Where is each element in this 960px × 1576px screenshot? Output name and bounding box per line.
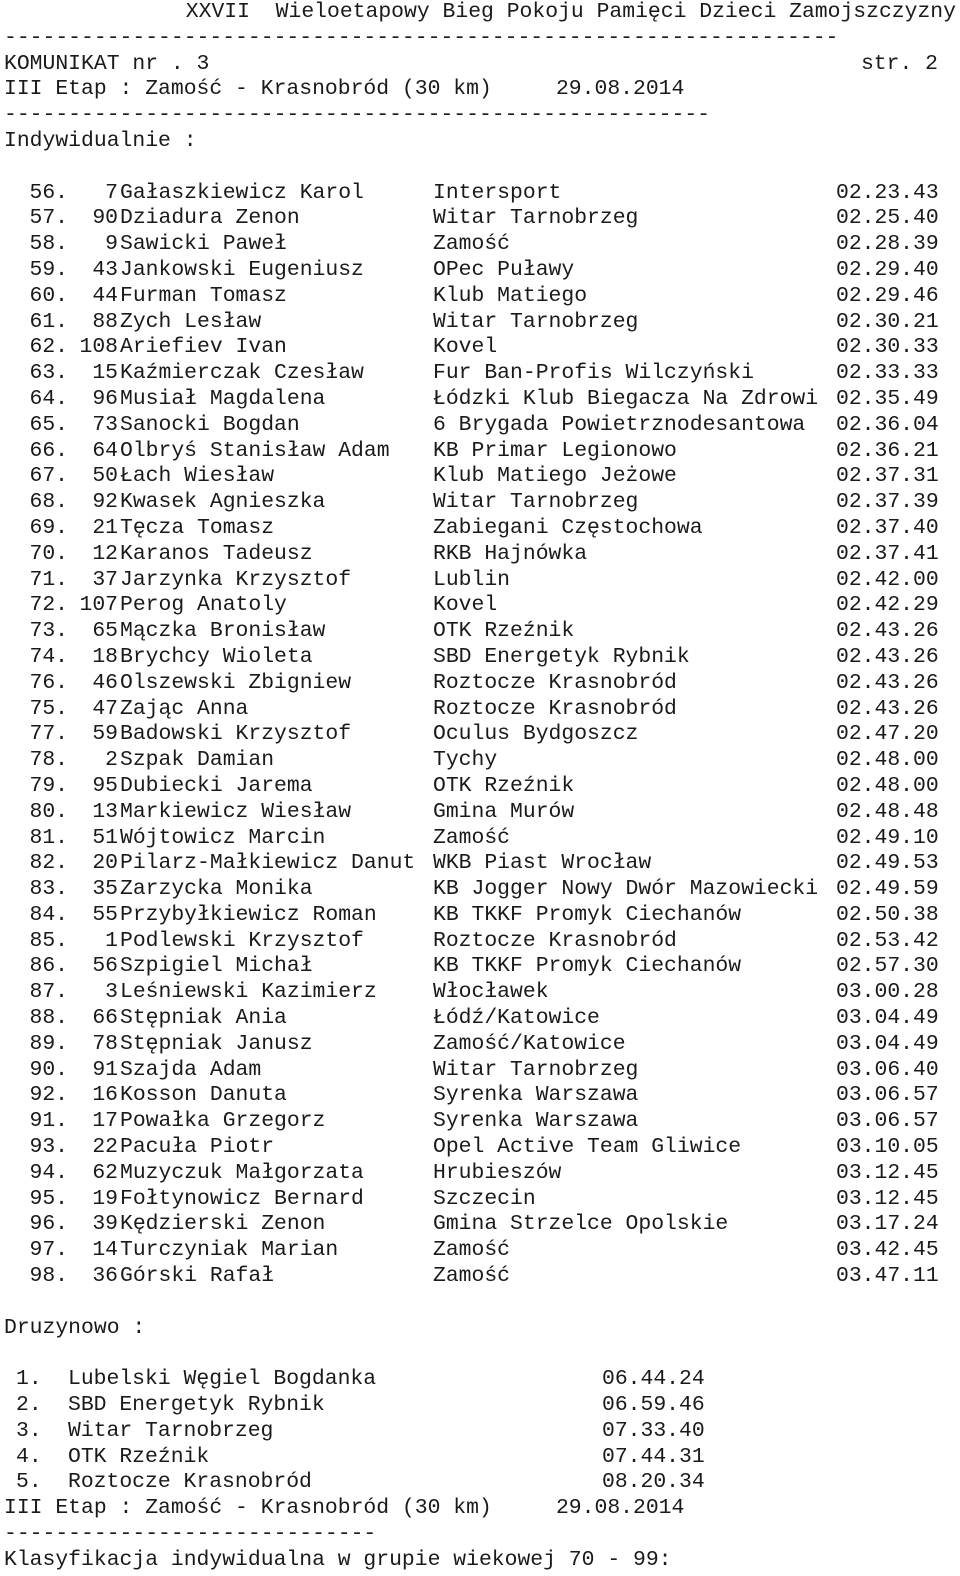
result-bib-number: 37 xyxy=(92,567,118,592)
result-time: 02.49.10 xyxy=(836,825,939,850)
result-time: 02.30.33 xyxy=(836,335,939,360)
result-club: Kovel xyxy=(433,335,498,360)
result-place: 95. xyxy=(29,1186,68,1211)
result-place: 81. xyxy=(29,825,68,850)
result-club: OPec Puławy xyxy=(433,257,575,282)
result-time: 03.00.28 xyxy=(836,980,939,1005)
individual-heading: Indywidualnie : xyxy=(4,128,197,153)
result-runner-name: Stępniak Janusz xyxy=(120,1031,313,1056)
result-place: 86. xyxy=(29,954,68,979)
result-bib-number: 78 xyxy=(92,1031,118,1056)
result-time: 02.42.29 xyxy=(836,593,939,618)
result-runner-name: Podlewski Krzysztof xyxy=(120,928,364,953)
result-place: 94. xyxy=(29,1160,68,1185)
result-runner-name: Dubiecki Jarema xyxy=(120,773,313,798)
result-place: 78. xyxy=(29,748,68,773)
result-row xyxy=(4,1238,956,1264)
result-row xyxy=(4,929,956,955)
result-row xyxy=(4,1006,956,1032)
result-time: 02.48.48 xyxy=(836,799,939,824)
result-row xyxy=(4,774,956,800)
result-club: KB TKKF Promyk Ciechanów xyxy=(433,954,742,979)
team-row xyxy=(4,1393,956,1419)
team-place: 1. xyxy=(16,1367,42,1392)
result-time: 02.47.20 xyxy=(836,722,939,747)
result-club: Łódzki Klub Biegacza Na Zdrowi xyxy=(433,386,819,411)
result-runner-name: Kwasek Agnieszka xyxy=(120,490,326,515)
result-time: 03.12.45 xyxy=(836,1186,939,1211)
result-row xyxy=(4,748,956,774)
result-row xyxy=(4,310,956,336)
stage-info: III Etap : Zamość - Krasnobród (30 km) 29.08.2014 xyxy=(4,77,685,102)
result-place: 76. xyxy=(29,670,68,695)
result-place: 98. xyxy=(29,1264,68,1289)
blank-line xyxy=(4,155,956,181)
result-runner-name: Badowski Krzysztof xyxy=(120,722,352,747)
result-row xyxy=(4,542,956,568)
result-runner-name: Przybyłkiewicz Roman xyxy=(120,902,377,927)
result-row xyxy=(4,1212,956,1238)
result-time: 03.06.57 xyxy=(836,1083,939,1108)
result-bib-number: 92 xyxy=(92,490,118,515)
result-row xyxy=(4,800,956,826)
team-name: OTK Rzeźnik xyxy=(68,1444,210,1469)
result-club: Zamość xyxy=(433,1238,511,1263)
result-row xyxy=(4,954,956,980)
result-row xyxy=(4,1032,956,1058)
result-runner-name: Sanocki Bogdan xyxy=(120,412,300,437)
separator-line: ----------------------------- xyxy=(4,1522,377,1547)
result-bib-number: 18 xyxy=(92,644,118,669)
result-time: 02.29.40 xyxy=(836,257,939,282)
result-runner-name: Łach Wiesław xyxy=(120,464,275,489)
team-name: SBD Energetyk Rybnik xyxy=(68,1393,325,1418)
result-bib-number: 73 xyxy=(92,412,118,437)
result-row xyxy=(4,645,956,671)
team-time: 07.33.40 xyxy=(602,1418,705,1443)
result-time: 02.25.40 xyxy=(836,206,939,231)
team-row xyxy=(4,1367,956,1393)
result-place: 62. xyxy=(29,335,68,360)
result-club: Zamość xyxy=(433,232,511,257)
result-row xyxy=(4,980,956,1006)
result-bib-number: 55 xyxy=(92,902,118,927)
result-runner-name: Kaźmierczak Czesław xyxy=(120,361,364,386)
blank-line xyxy=(4,1341,956,1367)
result-bib-number: 46 xyxy=(92,670,118,695)
result-club: Gmina Strzelce Opolskie xyxy=(433,1212,729,1237)
result-bib-number: 35 xyxy=(92,877,118,902)
communique-number: KOMUNIKAT nr . 3 xyxy=(4,51,210,76)
result-time: 02.33.33 xyxy=(836,361,939,386)
result-row xyxy=(4,851,956,877)
result-club: Hrubieszów xyxy=(433,1160,562,1185)
result-row xyxy=(4,1058,956,1084)
result-row xyxy=(4,335,956,361)
result-place: 92. xyxy=(29,1083,68,1108)
team-row xyxy=(4,1470,956,1496)
team-place: 5. xyxy=(16,1470,42,1495)
result-club: KB TKKF Promyk Ciechanów xyxy=(433,902,742,927)
result-bib-number: 19 xyxy=(92,1186,118,1211)
result-club: KB Jogger Nowy Dwór Mazowiecki xyxy=(433,877,819,902)
result-club: RKB Hajnówka xyxy=(433,541,588,566)
result-time: 02.50.38 xyxy=(836,902,939,927)
result-runner-name: Musiał Magdalena xyxy=(120,386,326,411)
result-runner-name: Sawicki Paweł xyxy=(120,232,287,257)
result-time: 02.48.00 xyxy=(836,773,939,798)
result-bib-number: 62 xyxy=(92,1160,118,1185)
result-bib-number: 65 xyxy=(92,619,118,644)
result-runner-name: Muzyczuk Małgorzata xyxy=(120,1160,364,1185)
result-time: 03.42.45 xyxy=(836,1238,939,1263)
result-place: 90. xyxy=(29,1057,68,1082)
result-row xyxy=(4,1161,956,1187)
result-club: SBD Energetyk Rybnik xyxy=(433,644,690,669)
result-runner-name: Wójtowicz Marcin xyxy=(120,825,326,850)
result-runner-name: Szajda Adam xyxy=(120,1057,262,1082)
result-runner-name: Górski Rafał xyxy=(120,1264,275,1289)
result-club: Lublin xyxy=(433,567,511,592)
result-row xyxy=(4,722,956,748)
result-place: 73. xyxy=(29,619,68,644)
result-place: 75. xyxy=(29,696,68,721)
result-row xyxy=(4,877,956,903)
result-runner-name: Perog Anatoly xyxy=(120,593,287,618)
result-time: 03.04.49 xyxy=(836,1031,939,1056)
result-place: 58. xyxy=(29,232,68,257)
result-club: OTK Rzeźnik xyxy=(433,773,575,798)
result-runner-name: Olbryś Stanisław Adam xyxy=(120,438,390,463)
team-results-list xyxy=(4,1367,956,1496)
result-time: 02.43.26 xyxy=(836,670,939,695)
result-runner-name: Leśniewski Kazimierz xyxy=(120,980,377,1005)
result-runner-name: Powałka Grzegorz xyxy=(120,1109,326,1134)
result-club: WKB Piast Wrocław xyxy=(433,851,652,876)
result-bib-number: 64 xyxy=(92,438,118,463)
team-place: 4. xyxy=(16,1444,42,1469)
result-place: 68. xyxy=(29,490,68,515)
team-heading: Druzynowo : xyxy=(4,1315,146,1340)
result-bib-number: 59 xyxy=(92,722,118,747)
result-time: 02.42.00 xyxy=(836,567,939,592)
result-time: 02.37.31 xyxy=(836,464,939,489)
result-club: Intersport xyxy=(433,180,562,205)
result-bib-number: 44 xyxy=(92,283,118,308)
blank-line xyxy=(4,1290,956,1316)
result-club: Zamość xyxy=(433,1264,511,1289)
result-runner-name: Pilarz-Małkiewicz Danut xyxy=(120,851,416,876)
result-place: 63. xyxy=(29,361,68,386)
result-row xyxy=(4,619,956,645)
result-runner-name: Kędzierski Zenon xyxy=(120,1212,326,1237)
team-time: 06.44.24 xyxy=(602,1367,705,1392)
result-row xyxy=(4,1109,956,1135)
result-row xyxy=(4,258,956,284)
result-runner-name: Jankowski Eugeniusz xyxy=(120,257,364,282)
team-row xyxy=(4,1445,956,1471)
result-bib-number: 13 xyxy=(92,799,118,824)
result-runner-name: Zych Lesław xyxy=(120,309,262,334)
result-place: 59. xyxy=(29,257,68,282)
result-bib-number: 108 xyxy=(79,335,118,360)
result-row xyxy=(4,439,956,465)
result-runner-name: Olszewski Zbigniew xyxy=(120,670,352,695)
result-time: 02.37.41 xyxy=(836,541,939,566)
classification-heading: Klasyfikacja indywidualna w grupie wiekowej 70 - 99: xyxy=(4,1547,672,1572)
result-bib-number: 51 xyxy=(92,825,118,850)
result-bib-number: 7 xyxy=(105,180,118,205)
result-time: 02.36.04 xyxy=(836,412,939,437)
result-runner-name: Fołtynowicz Bernard xyxy=(120,1186,364,1211)
result-time: 02.53.42 xyxy=(836,928,939,953)
result-place: 79. xyxy=(29,773,68,798)
result-bib-number: 36 xyxy=(92,1264,118,1289)
result-runner-name: Pacuła Piotr xyxy=(120,1135,275,1160)
result-bib-number: 12 xyxy=(92,541,118,566)
result-time: 02.43.26 xyxy=(836,696,939,721)
result-club: Roztocze Krasnobród xyxy=(433,696,677,721)
result-time: 02.37.40 xyxy=(836,515,939,540)
result-runner-name: Turczyniak Marian xyxy=(120,1238,339,1263)
result-time: 03.47.11 xyxy=(836,1264,939,1289)
result-place: 67. xyxy=(29,464,68,489)
result-place: 80. xyxy=(29,799,68,824)
result-bib-number: 1 xyxy=(105,928,118,953)
result-club: Szczecin xyxy=(433,1186,536,1211)
result-place: 88. xyxy=(29,1006,68,1031)
result-time: 02.43.26 xyxy=(836,644,939,669)
team-place: 2. xyxy=(16,1393,42,1418)
result-row xyxy=(4,516,956,542)
separator-line: ------------------------------------------------------- xyxy=(4,103,711,128)
result-row xyxy=(4,903,956,929)
result-bib-number: 20 xyxy=(92,851,118,876)
result-bib-number: 90 xyxy=(92,206,118,231)
result-place: 57. xyxy=(29,206,68,231)
result-club: Witar Tarnobrzeg xyxy=(433,490,639,515)
result-bib-number: 66 xyxy=(92,1006,118,1031)
individual-results-list xyxy=(4,181,956,1290)
result-row xyxy=(4,464,956,490)
result-bib-number: 3 xyxy=(105,980,118,1005)
result-place: 56. xyxy=(29,180,68,205)
result-bib-number: 2 xyxy=(105,748,118,773)
result-time: 02.29.46 xyxy=(836,283,939,308)
result-place: 85. xyxy=(29,928,68,953)
result-time: 02.36.21 xyxy=(836,438,939,463)
team-time: 08.20.34 xyxy=(602,1470,705,1495)
result-club: Kovel xyxy=(433,593,498,618)
result-time: 02.23.43 xyxy=(836,180,939,205)
result-row xyxy=(4,697,956,723)
result-bib-number: 95 xyxy=(92,773,118,798)
result-time: 02.57.30 xyxy=(836,954,939,979)
result-club: Syrenka Warszawa xyxy=(433,1109,639,1134)
result-row xyxy=(4,181,956,207)
result-bib-number: 17 xyxy=(92,1109,118,1134)
result-club: Włocławek xyxy=(433,980,549,1005)
result-club: KB Primar Legionowo xyxy=(433,438,677,463)
result-row xyxy=(4,1264,956,1290)
communique-header xyxy=(4,52,956,78)
result-runner-name: Zając Anna xyxy=(120,696,249,721)
team-row xyxy=(4,1419,956,1445)
result-row xyxy=(4,413,956,439)
result-time: 03.06.40 xyxy=(836,1057,939,1082)
result-runner-name: Szpak Damian xyxy=(120,748,275,773)
result-row xyxy=(4,593,956,619)
result-runner-name: Mączka Bronisław xyxy=(120,619,326,644)
results-document xyxy=(4,0,956,1574)
result-club: Roztocze Krasnobród xyxy=(433,670,677,695)
result-club: Zamość xyxy=(433,825,511,850)
result-club: Fur Ban-Profis Wilczyński xyxy=(433,361,754,386)
result-club: Syrenka Warszawa xyxy=(433,1083,639,1108)
result-row xyxy=(4,284,956,310)
result-time: 02.48.00 xyxy=(836,748,939,773)
result-time: 03.10.05 xyxy=(836,1135,939,1160)
result-runner-name: Kosson Danuta xyxy=(120,1083,287,1108)
result-time: 02.49.59 xyxy=(836,877,939,902)
result-runner-name: Markiewicz Wiesław xyxy=(120,799,352,824)
result-place: 89. xyxy=(29,1031,68,1056)
result-bib-number: 14 xyxy=(92,1238,118,1263)
team-time: 06.59.46 xyxy=(602,1393,705,1418)
team-time: 07.44.31 xyxy=(602,1444,705,1469)
team-name: Lubelski Węgiel Bogdanka xyxy=(68,1367,377,1392)
result-row xyxy=(4,568,956,594)
result-place: 69. xyxy=(29,515,68,540)
result-runner-name: Ariefiev Ivan xyxy=(120,335,287,360)
result-place: 74. xyxy=(29,644,68,669)
result-club: Opel Active Team Gliwice xyxy=(433,1135,742,1160)
result-bib-number: 16 xyxy=(92,1083,118,1108)
result-place: 93. xyxy=(29,1135,68,1160)
result-time: 03.12.45 xyxy=(836,1160,939,1185)
result-time: 02.49.53 xyxy=(836,851,939,876)
result-club: Klub Matiego xyxy=(433,283,588,308)
result-place: 82. xyxy=(29,851,68,876)
result-place: 60. xyxy=(29,283,68,308)
result-bib-number: 88 xyxy=(92,309,118,334)
result-place: 91. xyxy=(29,1109,68,1134)
result-bib-number: 43 xyxy=(92,257,118,282)
result-bib-number: 21 xyxy=(92,515,118,540)
separator-line: ----------------------------------------------------------------- xyxy=(4,25,839,50)
result-time: 03.17.24 xyxy=(836,1212,939,1237)
result-club: Gmina Murów xyxy=(433,799,575,824)
team-place: 3. xyxy=(16,1418,42,1443)
event-title: XXVII Wieloetapowy Bieg Pokoju Pamięci Dzieci Zamojszczyzny xyxy=(185,0,956,24)
result-club: Roztocze Krasnobród xyxy=(433,928,677,953)
result-time: 02.43.26 xyxy=(836,619,939,644)
result-place: 61. xyxy=(29,309,68,334)
result-time: 02.30.21 xyxy=(836,309,939,334)
result-bib-number: 39 xyxy=(92,1212,118,1237)
result-bib-number: 9 xyxy=(105,232,118,257)
result-club: Łódź/Katowice xyxy=(433,1006,600,1031)
result-row xyxy=(4,826,956,852)
result-bib-number: 50 xyxy=(92,464,118,489)
footer-stage-info: III Etap : Zamość - Krasnobród (30 km) 29.08.2014 xyxy=(4,1496,685,1521)
result-place: 84. xyxy=(29,902,68,927)
result-club: Tychy xyxy=(433,748,498,773)
result-place: 71. xyxy=(29,567,68,592)
result-place: 87. xyxy=(29,980,68,1005)
result-runner-name: Gałaszkiewicz Karol xyxy=(120,180,364,205)
result-runner-name: Stępniak Ania xyxy=(120,1006,287,1031)
result-club: Witar Tarnobrzeg xyxy=(433,206,639,231)
result-runner-name: Jarzynka Krzysztof xyxy=(120,567,352,592)
result-row xyxy=(4,1083,956,1109)
result-row xyxy=(4,1187,956,1213)
result-place: 70. xyxy=(29,541,68,566)
result-row xyxy=(4,671,956,697)
result-runner-name: Furman Tomasz xyxy=(120,283,287,308)
result-runner-name: Brychcy Wioleta xyxy=(120,644,313,669)
result-club: Oculus Bydgoszcz xyxy=(433,722,639,747)
result-place: 96. xyxy=(29,1212,68,1237)
result-club: 6 Brygada Powietrznodesantowa xyxy=(433,412,806,437)
result-place: 65. xyxy=(29,412,68,437)
result-row xyxy=(4,232,956,258)
result-runner-name: Dziadura Zenon xyxy=(120,206,300,231)
result-bib-number: 47 xyxy=(92,696,118,721)
result-runner-name: Karanos Tadeusz xyxy=(120,541,313,566)
page-number: str. 2 xyxy=(860,51,938,76)
result-club: Zabiegani Częstochowa xyxy=(433,515,703,540)
result-bib-number: 15 xyxy=(92,361,118,386)
result-place: 97. xyxy=(29,1238,68,1263)
result-bib-number: 91 xyxy=(92,1057,118,1082)
result-bib-number: 96 xyxy=(92,386,118,411)
result-runner-name: Zarzycka Monika xyxy=(120,877,313,902)
result-place: 83. xyxy=(29,877,68,902)
result-row xyxy=(4,1135,956,1161)
result-runner-name: Tęcza Tomasz xyxy=(120,515,275,540)
result-club: Zamość/Katowice xyxy=(433,1031,626,1056)
result-row xyxy=(4,206,956,232)
result-place: 64. xyxy=(29,386,68,411)
result-row xyxy=(4,490,956,516)
result-place: 72. xyxy=(29,593,68,618)
team-name: Witar Tarnobrzeg xyxy=(68,1418,274,1443)
result-runner-name: Szpigiel Michał xyxy=(120,954,313,979)
result-time: 03.06.57 xyxy=(836,1109,939,1134)
result-club: OTK Rzeźnik xyxy=(433,619,575,644)
result-row xyxy=(4,361,956,387)
result-club: Klub Matiego Jeżowe xyxy=(433,464,677,489)
result-place: 66. xyxy=(29,438,68,463)
result-club: Witar Tarnobrzeg xyxy=(433,309,639,334)
result-club: Witar Tarnobrzeg xyxy=(433,1057,639,1082)
result-place: 77. xyxy=(29,722,68,747)
result-time: 02.35.49 xyxy=(836,386,939,411)
team-name: Roztocze Krasnobród xyxy=(68,1470,312,1495)
result-time: 02.28.39 xyxy=(836,232,939,257)
result-time: 02.37.39 xyxy=(836,490,939,515)
result-bib-number: 56 xyxy=(92,954,118,979)
result-time: 03.04.49 xyxy=(836,1006,939,1031)
result-row xyxy=(4,387,956,413)
result-bib-number: 107 xyxy=(79,593,118,618)
result-bib-number: 22 xyxy=(92,1135,118,1160)
